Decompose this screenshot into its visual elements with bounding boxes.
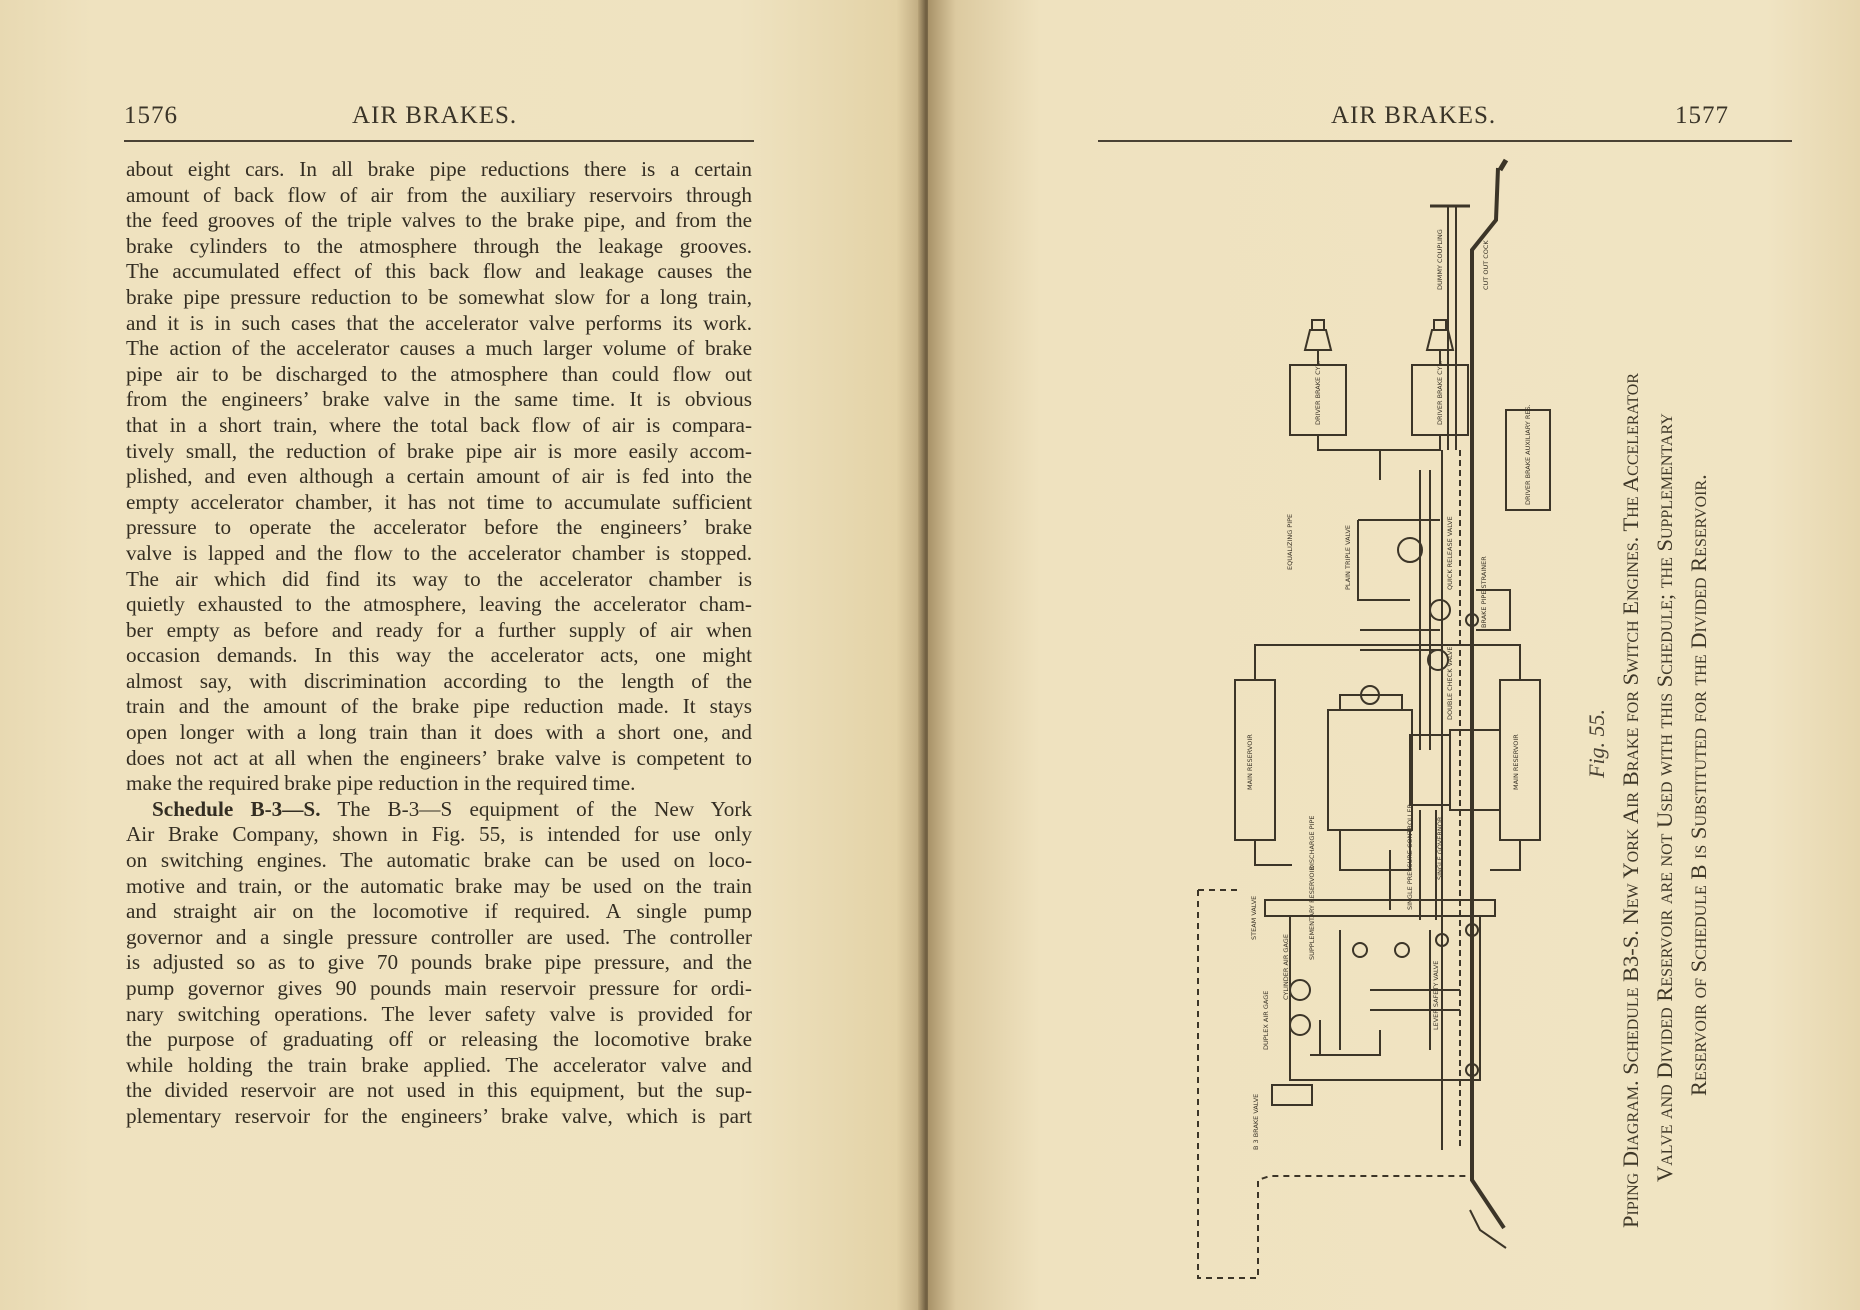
label-duplex-air-gage: DUPLEX AIR GAGE [1262, 990, 1270, 1050]
body-line: and straight air on the locomotive if required. A single pump [126, 899, 752, 924]
body-line: the feed grooves of the triple valves to the brake pipe, and from the [126, 208, 752, 233]
schedule-heading: Schedule B-3—S. [152, 796, 321, 821]
body-line: ber empty as before and ready for a further supply of air when [126, 617, 752, 642]
body-line: the purpose of graduating off or releasing the locomotive brake [126, 1027, 752, 1052]
caption-line-1: Piping Diagram. Schedule B3-S. New York Air Brake for Switch Engines. The Accelerator [1618, 373, 1643, 1228]
body-line: empty accelerator chamber, it has not time to accumulate sufficient [126, 489, 752, 514]
body-line: pressure to operate the accelerator before the engineers’ brake [126, 515, 752, 540]
label-driver-brake-aux-res: DRIVER BRAKE AUXILIARY RES. [1524, 404, 1532, 505]
label-plain-triple-valve: PLAIN TRIPLE VALVE [1344, 524, 1352, 590]
right-header-rule [1098, 140, 1792, 142]
body-line: brake pipe pressure reduction to be somewhat slow for a long train, [126, 284, 752, 309]
left-page-number: 1576 [124, 102, 178, 129]
label-supplementary-reservoir: SUPPLEMENTARY RESERVOIR [1308, 866, 1316, 960]
body-line: that in a short train, where the total back flow of air is compara- [126, 412, 752, 437]
body-line: nary switching operations. The lever safety valve is provided for [126, 1001, 752, 1026]
body-line: the divided reservoir are not used in this equipment, but the sup- [126, 1078, 752, 1103]
body-line: brake cylinders to the atmosphere through the leakage grooves. [126, 233, 752, 258]
body-line: pipe air to be discharged to the atmosphere than could flow out [126, 361, 752, 386]
left-body-text [126, 157, 752, 1130]
body-line: plished, and even although a certain amount of air is fed into the [126, 464, 752, 489]
label-discharge-pipe: DISCHARGE PIPE [1308, 815, 1316, 870]
schedule-first-line-text: The B-3—S equipment of the New York [337, 796, 752, 821]
label-main-reservoir-left: MAIN RESERVOIR [1246, 734, 1254, 790]
body-line: and it is in such cases that the accelerator valve performs its work. [126, 310, 752, 335]
body-line: valve is lapped and the flow to the accelerator chamber is stopped. [126, 540, 752, 565]
body-line: make the required brake pipe reduction in the required time. [126, 771, 636, 796]
body-line: while holding the train brake applied. The accelerator valve and [126, 1052, 752, 1077]
body-line: The air which did find its way to the accelerator chamber is [126, 566, 752, 591]
body-line: plementary reservoir for the engineers’ brake valve, which is part [126, 1103, 752, 1128]
caption-line-2: Valve and Divided Reservoir are not Used with this Schedule; the Supplementary [1652, 413, 1677, 1182]
left-running-head: AIR BRAKES. [352, 102, 518, 129]
body-line: from the engineers’ brake valve in the same time. It is obvious [126, 387, 752, 412]
left-page [0, 0, 924, 1310]
caption-line-3: Reservoir of Schedule B is Substituted for the Divided Reservoir. [1686, 474, 1711, 1096]
label-cut-out-cock: CUT OUT COCK [1482, 240, 1490, 290]
body-line: does not act at all when the engineers’ brake valve is competent to [126, 745, 752, 770]
label-double-check-valve: DOUBLE CHECK VALVE [1446, 646, 1454, 720]
body-line: open longer with a long train than it does with a short one, and [126, 720, 752, 745]
label-equalizing-pipe: EQUALIZING PIPE [1286, 513, 1294, 570]
label-main-reservoir-right: MAIN RESERVOIR [1512, 734, 1520, 790]
body-line: governor and a single pressure controller are used. The controller [126, 924, 752, 949]
body-line: occasion demands. In this way the accelerator acts, one might [126, 643, 752, 668]
label-steam-valve: STEAM VALVE [1250, 895, 1258, 940]
label-single-pressure-controller: SINGLE PRESSURE CONTROLLER [1406, 804, 1414, 910]
body-line: pump governor gives 90 pounds main reservoir pressure for ordi- [126, 976, 752, 1000]
schedule-first-line [126, 797, 752, 823]
body-line: motive and train, or the automatic brake may be used on the train [126, 873, 752, 898]
figure-label: Fig. 55. [1584, 708, 1609, 778]
label-lever-safety-valve: LEVER SAFETY VALVE [1432, 960, 1440, 1030]
right-running-head: AIR BRAKES. [1331, 102, 1497, 129]
label-driver-brake-cyl-2: DRIVER BRAKE CYL. [1436, 360, 1444, 425]
body-line: on switching engines. The automatic brake can be used on loco- [126, 848, 752, 873]
label-dummy-coupling: DUMMY COUPLING [1436, 229, 1444, 290]
body-line: about eight cars. In all brake pipe reductions there is a certain [126, 157, 752, 181]
label-cylinder-air-gage: CYLINDER AIR GAGE [1282, 934, 1290, 1000]
body-line: almost say, with discrimination according to the length of the [126, 668, 752, 693]
body-line: quietly exhausted to the atmosphere, leaving the accelerator cham- [126, 592, 752, 617]
body-line: Air Brake Company, shown in Fig. 55, is intended for use only [126, 822, 752, 847]
body-line: is adjusted so as to give 70 pounds brake pipe pressure, and the [126, 950, 752, 975]
body-line: train and the amount of the brake pipe reduction made. It stays [126, 694, 752, 719]
left-header-rule [124, 140, 754, 142]
body-line: tively small, the reduction of brake pipe air is more easily accom- [126, 438, 752, 463]
label-b3-brake-valve: B 3 BRAKE VALVE [1252, 1093, 1260, 1150]
body-line: The action of the accelerator causes a much larger volume of brake [126, 336, 752, 361]
label-brake-pipe-strainer: BRAKE PIPE STRAINER [1480, 556, 1488, 628]
body-line: amount of back flow of air from the auxiliary reservoirs through [126, 182, 752, 207]
piping-diagram [1180, 150, 1560, 1290]
body-line: The accumulated effect of this back flow and leakage causes the [126, 259, 752, 284]
label-driver-brake-cyl-1: DRIVER BRAKE CYL. [1314, 360, 1322, 425]
label-single-governor: SINGLE GOVERNOR [1436, 816, 1444, 880]
label-quick-release-valve: QUICK RELEASE VALVE [1446, 516, 1454, 590]
right-page-number: 1577 [1675, 102, 1729, 129]
